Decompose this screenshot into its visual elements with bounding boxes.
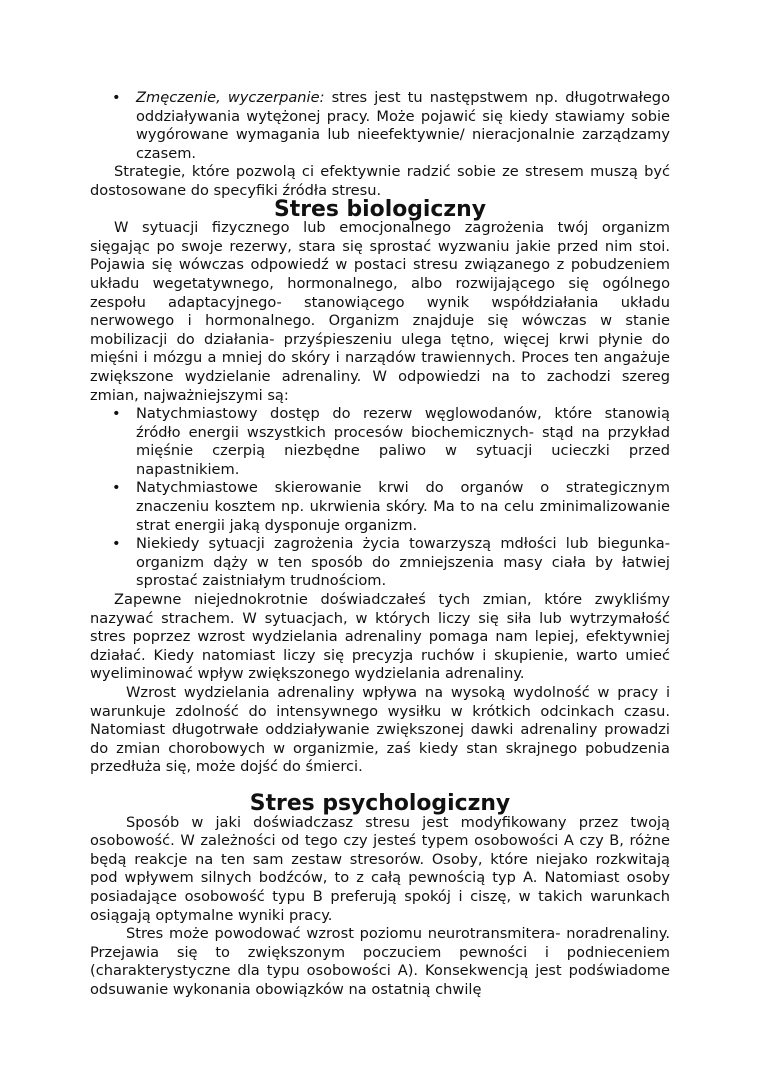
list-item-text: Niekiedy sytuacji zagrożenia życia towarzyszą mdłości lub biegunka- organizm dąży w ten sposób do zmniejszenia masy ciała by łatwiej sprostać zaistniałym trudnościom. [136, 535, 670, 590]
body-paragraph: Wzrost wydzielania adrenaliny wpływa na wysoką wydolność w pracy i warunkuje zdolność do intensywnego wysiłku w krótkich odcinkach czasu. Natomiast długotrwałe oddziaływanie zwiększonej dawki adrenaliny prowadzi do zmian chorobowych w organizmie, zaś kiedy stan skrajnego pobudzenia przedłuża się, może dojść do śmierci. [90, 684, 670, 776]
list-item [112, 405, 670, 479]
list-item [112, 89, 671, 163]
body-paragraph: Stres może powodować wzrost poziomu neurotransmitera- noradrenaliny. Przejawia się to zwiększonym poczuciem pewności i podnieceniem (charakterystyczne dla typu osobowości A). Konsekwencją jest podświadome odsuwanie wykonania obowiązków na ostatnią chwilę [90, 925, 670, 998]
list-item-text: stres jest tu następstwem np. długotrwałego oddziaływania wytężonej pracy. Może pojawić się kiedy stawiamy sobie wygórowane wymagania lub nieefektywnie/ nieracjonalnie zarządzamy czasem. [136, 89, 671, 162]
section-heading-biological: Stres biologiczny [273, 196, 487, 222]
list-item-lead: Zmęczenie, wyczerpanie: [136, 89, 325, 106]
list-item-text: Natychmiastowy dostęp do rezerw węglowodanów, które stanowią źródło energii wszystkich procesów biochemicznych- stąd na przykład mięśnie czerpią niezbędne paliwo w sytuacji ucieczki przed napastnikiem. [136, 405, 670, 478]
list-item-text: Natychmiastowe skierowanie krwi do organów o strategicznym znaczeniu kosztem np. ukrwienia skóry. Ma to na celu zminimalizowanie strat energii jaką dysponuje organizm. [136, 479, 670, 534]
intro-bullet-list [90, 89, 670, 163]
body-paragraph: Zapewne niejednokrotnie doświadczałeś tych zmian, które zwykliśmy nazywać strachem. W sytuacjach, w których liczy się siła lub wytrzymałość stres poprzez wzrost wydzielania adrenaliny pomaga nam lepiej, efektywniej działać. Kiedy natomiast liczy się precyzja ruchów i skupienie, warto umieć wyeliminować wpływ zwiększonego wydzielania adrenaliny. [90, 591, 670, 683]
body-paragraph: W sytuacji fizycznego lub emocjonalnego zagrożenia twój organizm sięgając po swoje rezerwy, stara się sprostać wyzwaniu jakie przed nim stoi. Pojawia się wówczas odpowiedź w postaci stresu związanego z pobudzeniem układu wegetatywnego, hormonalnego, albo rozwijającego się ogólnego zespołu adaptacyjnego- stanowiącego wynik współdziałania układu nerwowego i hormonalnego. Organizm znajduje się wówczas w stanie mobilizacji do działania- przyśpieszeniu ulega tętno, więcej krwi płynie do mięśni i mózgu a mniej do skóry i narządów trawiennych. Proces ten angażuje zwiększone wydzielanie adrenaliny. W odpowiedzi na to zachodzi szereg zmian, najważniejszymi są: [90, 219, 670, 404]
intro-paragraph: Strategie, które pozwolą ci efektywnie radzić sobie ze stresem muszą być dostosowane do specyfiki źródła stresu. [90, 163, 670, 199]
bullet-icon: • [112, 405, 121, 423]
list-item [112, 535, 670, 591]
bullet-list [90, 405, 670, 591]
list-item [112, 479, 670, 535]
bullet-icon: • [112, 89, 121, 106]
document-page [90, 89, 670, 1000]
bullet-icon: • [112, 479, 121, 497]
body-paragraph: Sposób w jaki doświadczasz stresu jest modyfikowany przez twoją osobowość. W zależności od tego czy jesteś typem osobowości A czy B, różne będą reakcje na ten sam zestaw stresorów. Osoby, które niejako rozkwitają pod wpływem silnych bodźców, to z całą pewnością typ A. Natomiast osoby posiadające osobowość typu B preferują spokój i ciszę, w takich warunkach osiągają optymalne wyniki pracy. [90, 813, 670, 924]
section-heading-psychological: Stres psychologiczny [249, 790, 511, 816]
bullet-icon: • [112, 535, 121, 553]
